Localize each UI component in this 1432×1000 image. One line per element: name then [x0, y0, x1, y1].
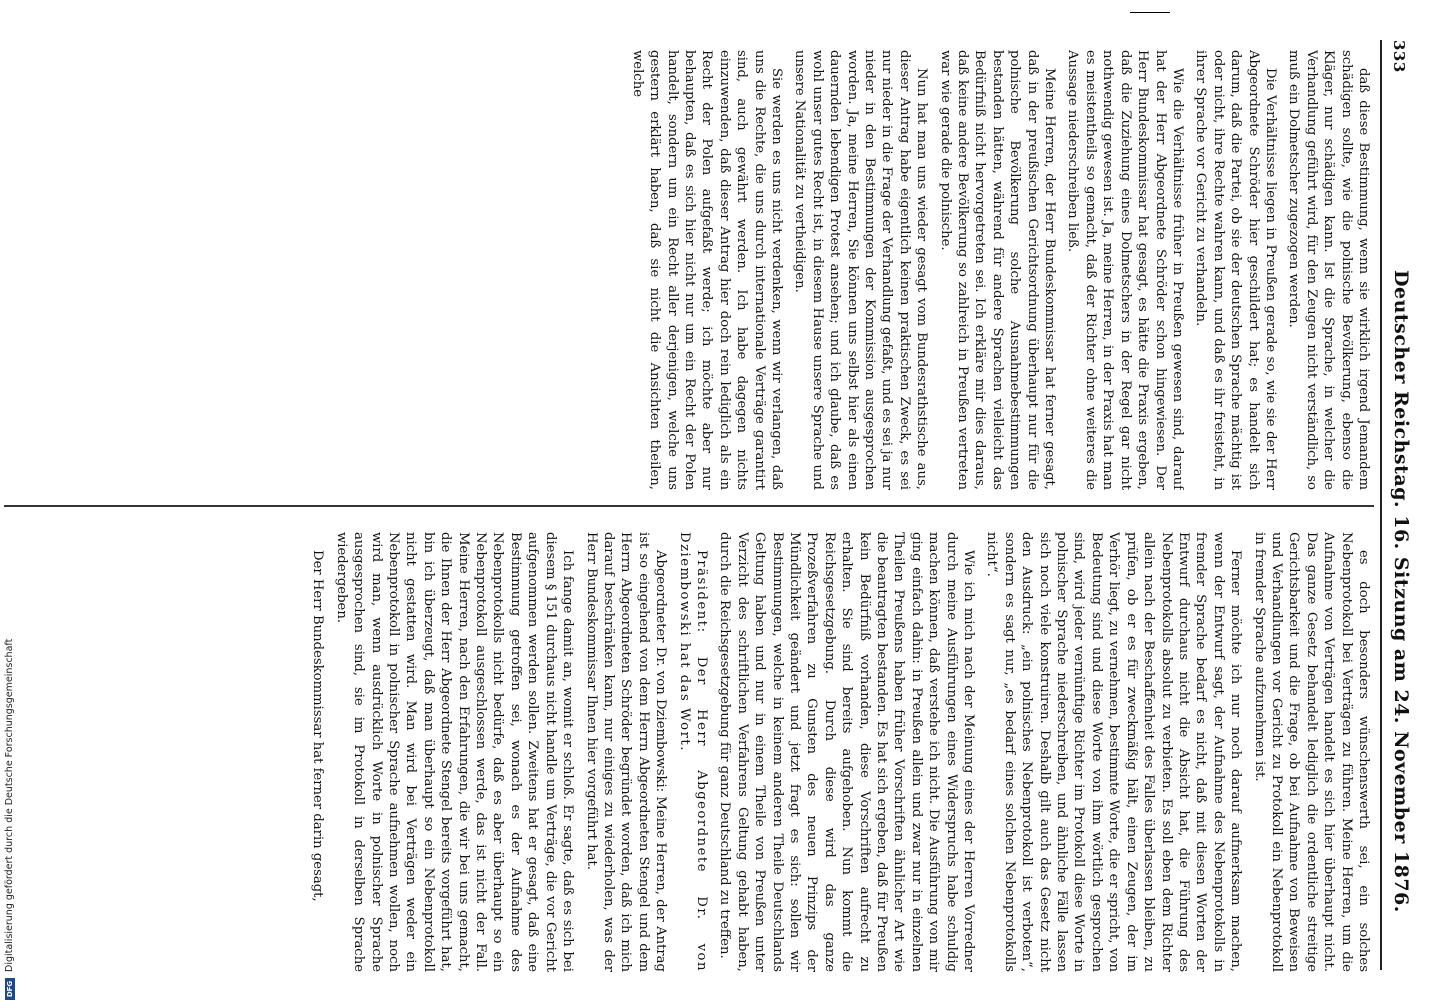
digitization-footer [4, 0, 18, 1000]
paragraph: daß diese Bestimmung, wenn sie wirklich irgend Jemandem schädigen sollte, wie die polnische Bevölkerung, ebenso die Kläger, nur schädigen kann. Ist die Sprache, in welcher die Verhandlung geführt wird, für den Zeugen nicht verständlich, so muß ein Dolmetscher zugezogen werden. [1286, 50, 1371, 490]
paragraph: Sie werden es uns nicht verdenken, wenn wir verlangen, daß uns die Rechte, die uns durch internationale Verträge garantirt sind, auch gewährt werden. Ich habe dagegen nichts einzuwenden, daß dieser Antrag hier doch rein lediglich als ein Recht der Polen aufgefaßt werde; ich möchte aber nur behaupten, daß es sich hier nicht nur um ein Recht der Polen handelt, sondern um ein Recht aller derjenigen, welche uns gestern erklärt haben, daß sie nicht die Ansichten theilen, welche [629, 50, 784, 490]
scan-mark [1130, 12, 1170, 13]
speaker-paragraph: Abgeordneter Dr. von Dziembowski: Meine Herren, der Antrag ist so eingehend von dem Herrn Abgeordneten Stengel und dem Herrn Abgeordneten Schröder begründet worden, daß ich mich darauf beschränken kann, nur einiges zu wiederholen, was der Herr Bundeskommissar Ihnen hier vorgeführt hat. [583, 532, 669, 972]
column-divider [4, 505, 1374, 507]
paragraph: Ich fange damit an, womit er schloß. Er sagte, daß es sich bei diesem § 151 durchaus nicht handle um Verträge, die vor Gericht aufgenommen werden sollen. Zweitens hat er gesagt, daß eine Bestimmung getroffen sei, wonach es der Aufnahme des Nebenprotokolls nicht bedürfe, daß es aber überhaupt so ein Nebenprotokoll ausgeschlossen werde, das ist nicht der Fall. Meine Herren, nach den Erfahrungen, die wir bei uns gemacht, die Ihnen der Herr Abgeordnete Stengel bereits vorgeführt hat, bin ich überzeugt, daß man überhaupt so ein Nebenprotokoll nicht gestatten wird. Man wird bei Verträgen weder ein Nebenprotokoll in polnischer Sprache aufnehmen wollen, noch wird man, wenn ausdrücklich Worte in polnischer Sprache ausgesprochen sind, sie im Protokoll in derselben Sprache wiedergeben. [333, 532, 576, 972]
footer-text: Digitalisierung gefördert durch die Deutsche Forschungsgemeinschaft [4, 638, 15, 972]
paragraph: Meine Herren, der Herr Bundeskommissar hat ferner gesagt, daß in der preußischen Gerichtsordnung überhaupt nur für die polnische Bevölkerung solche Ausnahmebestimmungen bestanden hätten, während für andere Sprachen vielleicht das Bedürfniß nicht hervorgetreten sei. Ich erkläre mir dies daraus, daß keine andere Bevölkerung so zahlreich in Preußen vertreten war wie gerade die polnische. [937, 50, 1058, 490]
paragraph: Wie die Verhältnisse früher in Preußen gewesen sind, darauf hat der Herr Abgeordnete Schröder schon hingewiesen. Der Herr Bundeskommissar hat gesagt, es hätte die Praxis ergeben, daß die Zuziehung eines Dolmetschers in der Regel gar nicht nothwendig gewesen ist. Ja, meine Herren, in der Praxis hat man es meistentheils so gemacht, daß der Richter ohne weiteres die Aussage niederschreiben ließ. [1065, 50, 1185, 490]
text-column-right [52, 532, 1372, 972]
paragraph: Ferner möchte ich nur noch darauf aufmerksam machen, wenn der Entwurf sagt, der Aufnahme des Nebenprotokolls in fremder Sprache bedarf es nicht, daß mit diesen Worten der Entwurf durchaus nicht die Absicht hat, die Führung des Nebenprotokolls absolut zu verbieten. Es soll eben dem Richter allein nach der Beschaffenheit des Falles überlassen bleiben, zu prüfen, ob er es für zweckmäßig hält, einen Zeugen, der im Verhör liegt, zu vernehmen, bestimmte Worte, die er spricht, von Bedeutung sind und diese Worte von ihm wörtlich gesprochen sind, wird jeder vernünftige Richter im Protokoll diese Worte in polnischer Sprache niederschreiben, und ähnliche Fälle lassen sich noch viele konstruiren. Deshalb gilt auch das Gesetz nicht den Ausdruck: „ein polnisches Nebenprotokoll ist verboten“, sondern es sagt nur, „es bedarf eines solchen Nebenprotokolls nicht“. [984, 532, 1244, 972]
page-header [1380, 40, 1414, 970]
paragraph: Wie ich mich nach der Meinung eines der Herren Vorredner durch meine Ausführungen eines Widerspruchs habe schuldig machen können, daß verstehe ich nicht. Die Ausführung von mir ging einfach dahin: in Preußen allein und zwar nur in einzelnen Theilen Preußens haben früher Vorschriften ähnlicher Art wie die beantragten bestanden. Es hat sich ergeben, daß für Preußen kein Bedürfniß vorhanden, diese Vorschriften aufrecht zu erhalten. Sie sind bereits aufgehoben. Nun kommt die Reichsgesetzgebung. Durch diese wird das ganze Prozeßverfahren zu Gunsten des neuen Prinzips der Mündlichkeit geändert und jetzt fragt es sich: sollen wir Bestimmungen, welche in keinem anderen Theile Deutschlands Geltung haben und nur in einem Theile von Preußen unter Verzicht des schriftlichen Verfahrens Geltung gehabt haben, durch die Reichsgesetzgebung für ganz Deutschland zu treffen. [717, 532, 977, 972]
paragraph: es doch besonders wünschenswerth sei, ein solches Nebenprotokoll bei Verträgen zu führen. Meine Herren, um die Aufnahme von Verträgen handelt es sich hier überhaupt nicht. Das ganze Gesetz behandelt lediglich die ordentliche streitige Gerichtsbarkeit und die Frage, ob bei Aufnahme von Beweisen und Verhandlungen vor Gericht zu Protokoll ein Nebenprotokoll in fremder Sprache aufzunehmen ist. [1251, 532, 1371, 972]
speaker-paragraph: Präsident: Der Herr Abgeordnete Dr. von Dziembowski hat das Wort. [676, 532, 709, 972]
text-column-left [52, 50, 1372, 490]
paragraph: Nun hat man uns wieder gesagt vom Bundesrathstische aus, dieser Antrag habe eigentlich keinen praktischen Zweck, es sei nur nieder in die Frage der Verhandlung gefaßt, und es sei ja nur nieder in den Bestimmungen der Kommission ausgesprochen worden. Ja, meine Herren, Sie können uns selbst hier als einen dauernden lebendigen Protest ansehen; und ich glaube, daß es wohl unser gutes Recht ist, in diesem Hause unsere Sprache und unsere Nationalität zu vertheidigen. [792, 50, 930, 490]
page-number: 333 [1390, 40, 1408, 73]
paragraph: Die Verhältnisse liegen in Preußen gerade so, wie sie der Herr Abgeordnete Schröder hier geschildert hat; es handelt sich darum, daß die Partei, ob sie der deutschen Sprache mächtig ist oder nicht, ihre Rechte wahren kann, und daß es ihr freisteht, in ihrer Sprache vor Gericht zu verhandeln. [1193, 50, 1278, 490]
header-title: Deutscher Reichstag. 16. Sitzung am 24. November 1876. [1390, 270, 1412, 913]
header-rule [1380, 40, 1382, 970]
paragraph: Der Herr Bundeskommissar hat ferner darin gesagt, [310, 550, 326, 902]
dfg-logo: DFG [5, 978, 15, 1000]
